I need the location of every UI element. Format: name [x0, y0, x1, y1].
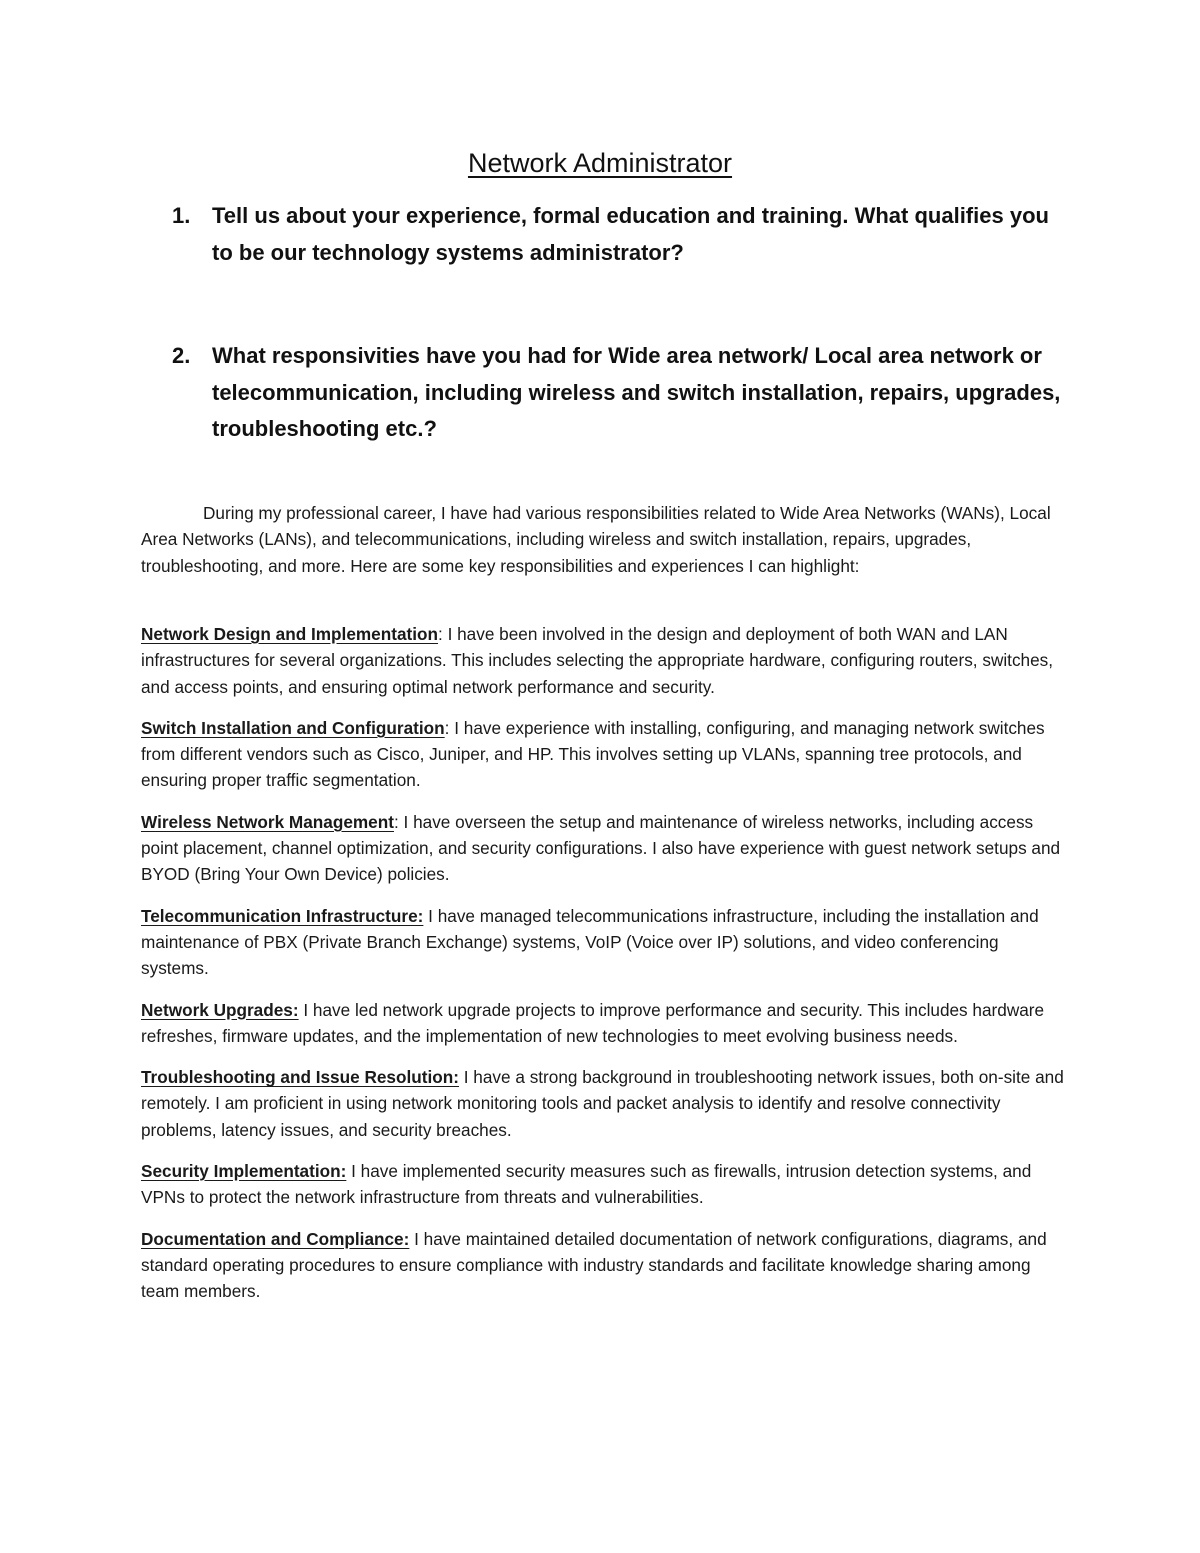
question-number: 2.	[172, 343, 191, 368]
responsibility-sections	[141, 621, 1071, 1320]
question-text: Tell us about your experience, formal education and training. What qualifies you to be our technology systems administrator?	[212, 203, 1049, 265]
section-network-design	[141, 621, 1071, 700]
section-documentation	[141, 1226, 1071, 1305]
intro-paragraph: During my professional career, I have had various responsibilities related to Wide Area Networks (WANs), Local Area Networks (LANs), and telecommunications, including wireless and switch installation, repairs, upgrades, troubleshooting, and more. Here are some key responsibilities and experiences I can highlight:	[141, 503, 1051, 576]
section-separator: :	[438, 624, 443, 644]
section-security	[141, 1158, 1071, 1211]
section-network-upgrades	[141, 997, 1071, 1050]
section-heading: Network Design and Implementation	[141, 624, 439, 644]
section-separator: :	[444, 717, 450, 738]
section-telecommunication	[141, 903, 1071, 982]
section-switch-installation	[141, 715, 1071, 794]
section-troubleshooting	[141, 1064, 1071, 1143]
section-heading: Documentation and Compliance:	[141, 1228, 410, 1249]
section-text: I have a strong background in troubleshooting network issues, both on-site and remotely. I am proficient in using network monitoring tools and packet analysis to identify and resolve connectivity problems, latency issues, and security breaches.	[141, 1067, 1064, 1140]
section-text: I have implemented security measures such as firewalls, intrusion detection systems, and VPNs to protect the network infrastructure from threats and vulnerabilities.	[141, 1161, 1032, 1208]
question-number: 1.	[172, 203, 191, 228]
section-text: I have been involved in the design and deployment of both WAN and LAN infrastructures for several organizations. This includes selecting the appropriate hardware, configuring routers, switches, and access points, and ensuring optimal network performance and security.	[141, 624, 1054, 697]
section-text: I have experience with installing, configuring, and managing network switches from different vendors such as Cisco, Juniper, and HP. This involves setting up VLANs, spanning tree protocols, and ensuring proper traffic segmentation.	[141, 717, 1045, 791]
question-2	[172, 338, 1072, 448]
section-text: I have managed telecommunications infrastructure, including the installation and maintenance of PBX (Private Branch Exchange) systems, VoIP (Voice over IP) solutions, and video conferencing systems.	[141, 905, 1039, 979]
section-heading: Troubleshooting and Issue Resolution:	[141, 1067, 459, 1088]
question-text: What responsivities have you had for Wide area network/ Local area network or telecommunication, including wireless and switch installation, repairs, upgrades, troubleshooting etc.?	[212, 343, 1061, 441]
section-text: I have overseen the setup and maintenance of wireless networks, including access point placement, channel optimization, and security configurations. I also have experience with guest network setups and BYOD (Bring Your Own Device) policies.	[141, 811, 1061, 885]
section-heading: Network Upgrades:	[141, 999, 299, 1020]
section-wireless-management	[141, 809, 1071, 888]
section-heading: Telecommunication Infrastructure:	[141, 905, 424, 926]
section-text: I have maintained detailed documentation of network configurations, diagrams, and standard operating procedures to ensure compliance with industry standards and facilitate knowledge sharing among team members.	[141, 1228, 1047, 1302]
document-title: Network Administrator	[467, 148, 733, 178]
section-heading: Security Implementation:	[141, 1161, 347, 1182]
section-text: I have led network upgrade projects to improve performance and security. This includes hardware refreshes, firmware updates, and the implementation of new technologies to meet evolving business needs.	[141, 999, 1045, 1046]
section-separator: :	[393, 811, 399, 832]
section-heading: Wireless Network Management	[141, 811, 394, 832]
section-heading: Switch Installation and Configuration	[141, 717, 445, 738]
question-1	[172, 198, 1072, 271]
